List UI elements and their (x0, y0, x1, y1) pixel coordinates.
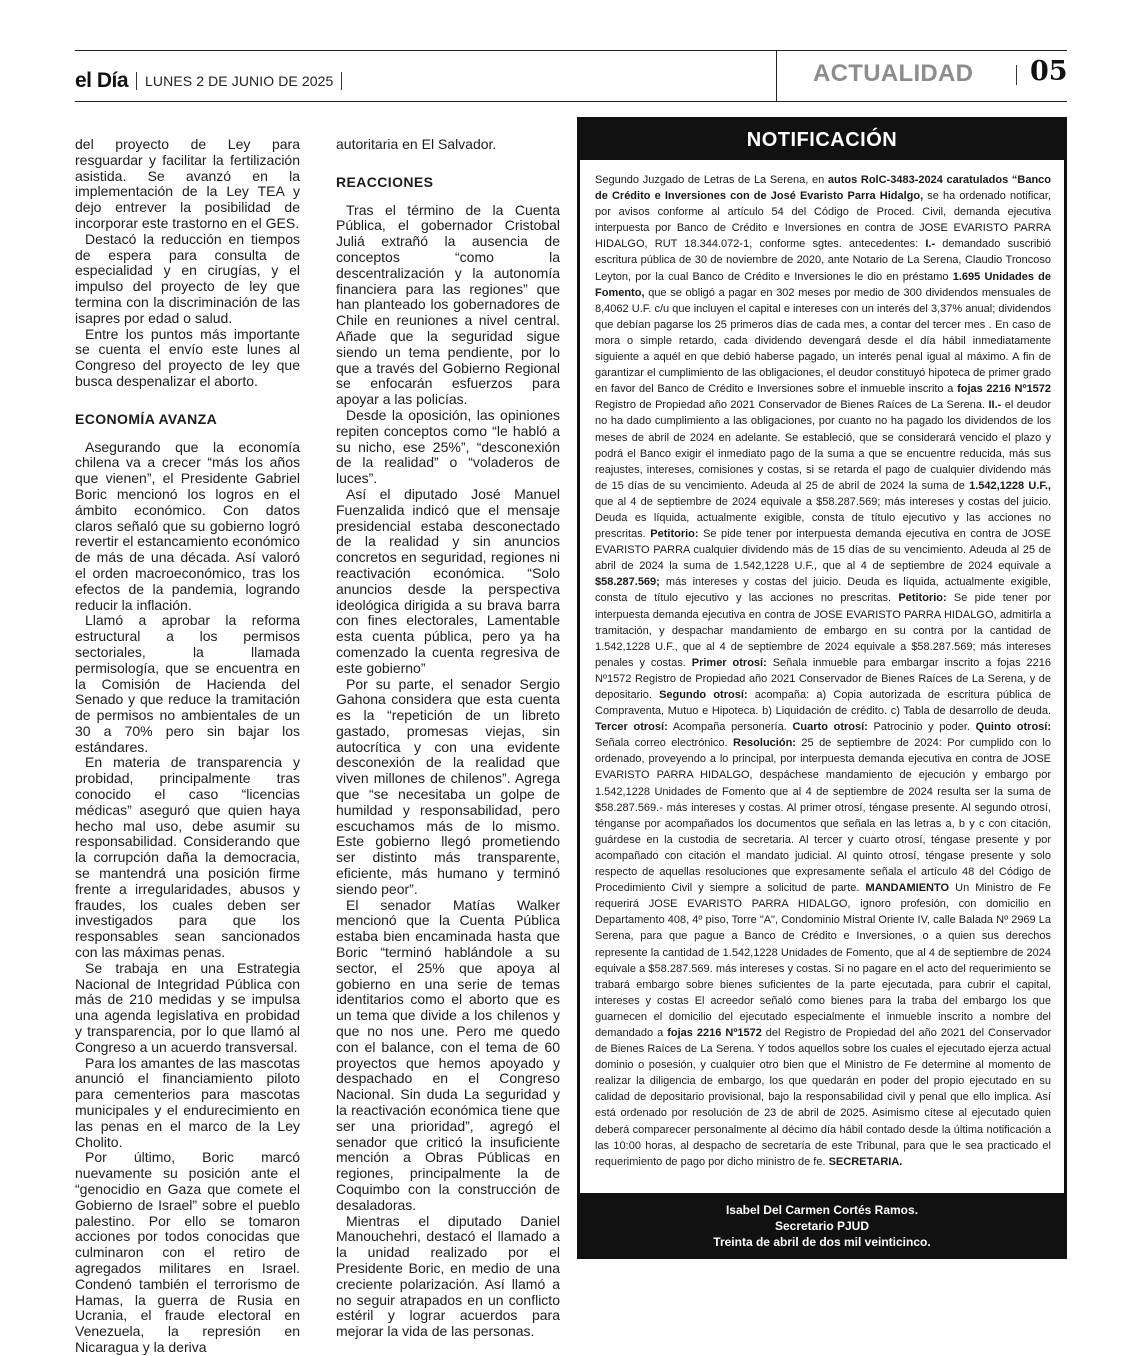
paragraph: Destacó la reducción en tiempos de espera para consulta de especialidad y en cirugías, y el impulso del proyecto de ley que termina con la discriminación de las isapres por edad o salud. (75, 230, 300, 326)
signed-date: Treinta de abril de dos mil veinticinco. (713, 1235, 931, 1249)
header-top-rule (75, 50, 1067, 51)
paragraph: Así el diputado José Manuel Fuenzalida indicó que el mensaje presidencial estaba desconectado de la realidad y sin anuncios concretos en seguridad, regiones ni reactivación económica. “Solo anuncios desde la perspectiva ideológica dirigida a su brava barra con fines electorales, Lamentable esta cuenta pública, pero ya ha comenzado la cuenta regresiva de este gobierno” (336, 485, 560, 676)
paragraph: Se trabaja en una Estrategia Nacional de Integridad Pública con más de 210 medidas y se impulsa una agenda legislativa en probidad y transparencia, por lo que llamó al Congreso a un acuerdo transversal. (75, 959, 300, 1055)
header-divider (776, 50, 777, 102)
notice-signature (580, 1193, 1064, 1256)
masthead-separator-end (341, 72, 342, 90)
notice-text: Segundo Juzgado de Letras de La Serena, en autos RolC-3483-2024 caratulados “Banco de Crédito e Inversiones con de José Evaristo Parra Hidalgo, se ha ordenado notificar, por avisos conforme al artículo 54 del Código de Proced. Civil, demanda ejecutiva interpuesta por Banco de Crédito e Inversiones en contra de JOSE EVARISTO PARRA HIDALGO, RUT 18.344.072-1, conforme sgtes. antecedentes: I.- demandado suscribió escritura pública de 30 de noviembre de 2020, ante Notario de La Serena, Claudio Troncoso Leyton, por la cual Banco de Crédito e Inversiones le dio en préstamo 1.695 Unidades de Fomento, que se obligó a pagar en 302 meses por medio de 300 dividendos mensuales de 8,4062 U.F. c/u que incluyen el capital e intereses con un interés del 3,37% anual; dividendos que debían pagarse los 25 primeros días de cada mes, a contar del tercer mes . En caso de mora o simple retardo, cada dividendo devengará desde el día hábil inmediatamente siguiente a aquél en que debió haberse pagado, un interés penal igual al máximo. A fin de garantizar el cumplimiento de las obligaciones, el deudor constituyó hipoteca de primer grado en favor del Banco de Crédito e Inversiones sobre el inmueble inscrito a fojas 2216 Nº1572 Registro de Propiedad año 2021 Conservador de Bienes Raíces de La Serena. II.- el deudor no ha dado cumplimiento a las obligaciones, por cuanto no ha pagado los dividendos de los meses de abril de 2024 en adelante. Se estableció, que se considerará vencido el plazo y podrá el Banco exigir el inmediato pago de la suma a que se encuentre reducida, más sus reajustes, intereses, comisiones y costas, si se retarda el pago de cualquier dividendo más de 15 días de su vencimiento. Adeuda al 25 de abril de 2024 la suma de 1.542,1228 U.F., que al 4 de septiembre de 2024 equivale a $58.287.569; más intereses y costas del juicio. Deuda es líquida, actualmente exigible, consta de título ejecutivo y las acciones no prescritas. Petitorio: Se pide tener por interpuesta demanda ejecutiva en contra de JOSE EVARISTO PARRA cualquier dividendo más de 15 días de su vencimiento. Adeuda al 25 de abril de 2024 la suma de 1.542,1228 U.F., que al 4 de septiembre de 2024 equivale a $58.287.569; más intereses y costas del juicio. Deuda es líquida, actualmente exigible, consta de título ejecutivo y las acciones no prescritas. Petitorio: Se pide tener por interpuesta demanda ejecutiva en contra de JOSE EVARISTO PARRA HIDALGO, admitirla a tramitación, y despachar mandamiento de embargo en su contra por la cantidad de 1.542,1228 U.F., que al 4 de septiembre de 2024 equivale a $58.287.569; más intereses penales y costas. Primer otrosí: Señala inmueble para embargar inscrito a fojas 2216 Nº1572 Registro de Propiedad año 2021 Conservador de Bienes Raíces de La Serena, y de depositario. Segundo otrosí: acompaña: a) Copia autorizada de escritura pública de Compraventa, Mutuo e Hipoteca. b) Liquidación de crédito. c) Tabla de desarrollo de deuda. Tercer otrosí: Acompaña personería. Cuarto otrosí: Patrocinio y poder. Quinto otrosí: Señala correo electrónico. Resolución: 25 de septiembre de 2024: Por cumplido con lo ordenado, proveyendo a lo principal, por interpuesta demanda ejecutiva en contra de JOSE EVARISTO PARRA HIDALGO, despáchese mandamiento de ejecución y embargo por 1.542,1228 Unidades de Fomento que al 4 de septiembre de 2024 resulta ser la suma de $58.287.569.- más intereses y costas. Al primer otrosí, téngase presente. Al segundo otrosí, ténganse por acompañados los documentos que señala en las letras a, b y c con citación, guárdese en la custodia de secretaria. Al tercer y cuarto otrosí, téngase presente y por acompañado con citación el mandato judicial. Al quinto otrosí, téngase presente y solo respecto de aquellas resoluciones que expresamente señala el artículo 48 del Código de Procedimiento Civil y siempre a solicitud de parte. MANDAMIENTO Un Ministro de Fe requerirá JOSE EVARISTO PARRA HIDALGO, ignoro profesión, con domicilio en Departamento 408, 4º piso, Torre "A", Condominio Mistral Oriente IV, calle Balada Nº 2969 La Serena, para que pague a Banco de Crédito e Inversiones, o a quien sus derechos represente la cantidad de 1.542,1228 Unidades de Fomento, que al 4 de septiembre de 2024 equivale a $58.287.569. más intereses y costas. Si no pagare en el acto del requerimiento se trabará embargo sobre bienes suficientes de la parte ejecutada, para cubrir el capital, intereses y costas El acreedor señaló como bienes para la traba del embargo los que guarnecen el domicilio del ejecutado especialmente el inmueble inscrito a nombre del demandado a fojas 2216 Nº1572 del Registro de Propiedad del año 2021 del Conservador de Bienes Raíces de La Serena. Y todos aquellos sobre los cuales el ejecutado ejerza actual dominio o posesión, y cualquier otro bien que el Ministro de Fe determine al momento de realizar la diligencia de embargo, los que quedarán en poder del propio ejecutado en su calidad de depositario provisional, bajo la responsabilidad civil y penal que ello implica. Así está ordenado por resolución de 23 de abril de 2025. Asimismo cítese al ejecutado quien deberá comparecer personalmente al décimo día hábil contado desde la última notificación a las 10:00 horas, al despacho de secretaría de este Tribunal, para que le sea practicado el requerimiento de pago por dicho ministro de fe. SECRETARIA. (595, 174, 1052, 1168)
legal-notice-box (577, 117, 1067, 1259)
paragraph: Por su parte, el senador Sergio Gahona considera que esta cuenta es la “repetición de un libreto gastado, promesas viejas, sin autocrítica y con una evidente desconexión de la realidad que viven millones de chilenos”. Agrega que “se necesitaba un golpe de humildad y responsabilidad, pero escuchamos más de lo mismo. Este gobierno llegó prometiendo ser distinto más transparente, eficiente, más humano y terminó siendo peor”. (336, 675, 560, 897)
paragraph: Para los amantes de las mascotas anunció el financiamiento piloto para cementerios para mascotas municipales y el endurecimiento en las penas en el marco de la Ley Cholito. (75, 1054, 300, 1150)
paragraph: Llamó a aprobar la reforma estructural a los permisos sectoriales, la llamada permisología, que se encuentra en la Comisión de Hacienda del Senado y que reduce la tramitación de permisos no ambientales de un 30 a 70% pero sin bajar los estándares. (75, 612, 300, 755)
paragraph: El senador Matías Walker mencionó que la Cuenta Pública estaba bien encaminada hasta que Boric “terminó hablándole a su sector, el 25% que apoya al gobierno en una serie de temas identitarios como el aborto que es un tema que divide a los chilenos y que no nos une. Pero me quedo con el balance, con el tema de 60 proyectos que hemos apoyado y despachado en el Congreso Nacional. Sin duda La seguridad y la reactivación económica tiene que ser una prioridad”, agregó el senador que criticó la insuficiente mención a Obras Públicas en regiones, principalmente la de Coquimbo con la construcción de desaladoras. (336, 896, 560, 1213)
article-column-2 (336, 137, 560, 1340)
section-name: ACTUALIDAD (813, 60, 974, 87)
subheading-economia: ECONOMÍA AVANZA (75, 410, 218, 427)
masthead (75, 68, 350, 94)
header-bottom-rule (75, 101, 1067, 102)
paragraph: En materia de transparencia y probidad, principalmente tras conocido el caso “licencias médicas” aseguró que quien haya hecho mal uso, debe asumir su responsabilidad. Considerando que la corrupción daña la democracia, se mantendrá una posición firme frente a irregularidades, abusos y fraudes, los cuales deben ser investigados para que los responsables sean sancionados con las máximas penas. (75, 754, 300, 961)
paragraph: Tras el término de la Cuenta Pública, el gobernador Cristobal Juliá extrañó la ausencia de conceptos “como la descentralización y la autonomía financiera para las regiones” que han planteado los gobernadores de Chile en reuniones a nivel central. Añade que la seguridad sigue siendo un tema pendiente, por lo que a través del Gobierno Regional se enfocarán esfuerzos para apoyar a las policías. (336, 201, 560, 408)
paragraph: Asegurando que la economía chilena va a crecer “más los años que vienen”, el Presidente Gabriel Boric mencionó los logros en el ámbito económico. Con datos claros señaló que su gobierno logró revertir el estancamiento económico de más de una década. Así valoró el orden macroeconómico, tras los efectos de la pandemia, logrando reducir la inflación. (75, 438, 300, 613)
paragraph: Mientras el diputado Daniel Manouchehri, destacó el llamado a la unidad realizado por el Presidente Boric, en medio de una creciente polarización. Así llamó a no seguir atrapados en un conflicto estéril y lograr acuerdos para mejorar la vida de las personas. (336, 1212, 560, 1340)
paragraph: Entre los puntos más importante se cuenta el envío este lunes al Congreso del proyecto de ley que busca despenalizar el aborto. (75, 325, 300, 389)
masthead-separator (136, 72, 137, 90)
paragraph: Por último, Boric marcó nuevamente su posición ante el “genocidio en Gaza que comete el Gobierno de Israel” sobre el pueblo palestino. Por ello se tomaron acciones por todos conocidas que culminaron con el retiro de agregados militares en Israel. Condenó también el terrorismo de Hamas, la guerra de Rusia en Ucrania, el fraude electoral en Venezuela, la represión en Nicaragua y la deriva (75, 1149, 300, 1355)
notice-title: NOTIFICACIÓN (580, 120, 1064, 160)
subheading-reacciones: REACCIONES (336, 173, 434, 190)
article-column-1 (75, 137, 300, 1356)
page-number: 05 (1030, 56, 1068, 87)
issue-date: LUNES 2 DE JUNIO DE 2025 (145, 73, 334, 89)
page-number-separator (1016, 65, 1017, 85)
signer-name: Isabel Del Carmen Cortés Ramos. (725, 1203, 919, 1217)
signer-role: Secretario PJUD (774, 1219, 870, 1233)
paragraph: del proyecto de Ley para resguardar y facilitar la fertilización asistida. Se avanzó en la implementación de la Ley TEA y dejo entrever la posibilidad de incorporar este trastorno en el GES. (75, 136, 300, 231)
paragraph: Desde la oposición, las opiniones repiten conceptos como “le habló a su nicho, ese 25%”, “desconexión de la realidad” o “voladeros de luces”. (336, 406, 560, 487)
paragraph: autoritaria en El Salvador. (336, 136, 497, 152)
newspaper-logo: el Día (75, 69, 129, 92)
